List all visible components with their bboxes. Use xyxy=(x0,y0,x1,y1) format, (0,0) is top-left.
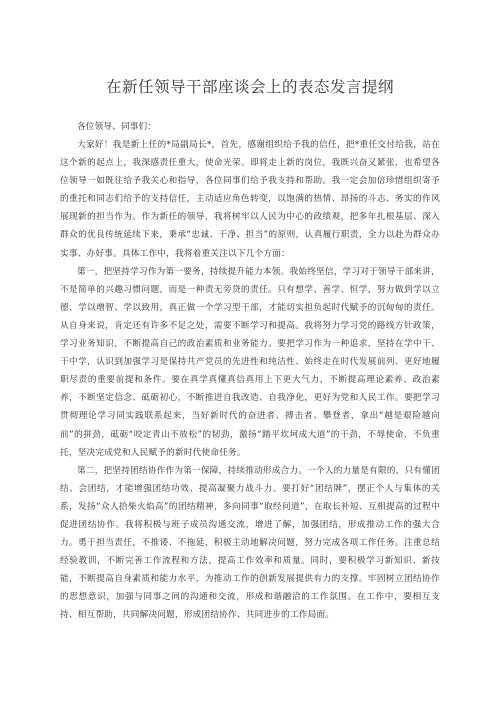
document-title: 在新任领导干部座谈会上的表态发言提纲 xyxy=(105,78,394,96)
paragraph-teamwork: 第二，把坚持团结协作作为第一保障，持续推动形成合力。一个人的力量是有限的，只有懂团结、会团结，才能增强团结功效、提高凝聚力战斗力。要打好“团结牌”，摆正个人与集体的关系，发扬“众人拾柴火焰高”的团结精神，多向同事“取经问道”，在取长补短、互相提高的过程中促进团结协作。我将积极与班子成员沟通交流，增进了解，加强团结，形成推动工作的强大合力。勇于担当责任，不推诿、不拖延，积极主动地解决问题，努力完成各项工作任务。注重总结经验教训，不断完善工作流程和方法，提高工作效率和质量。同时，要积极学习新知识、新技能，不断提高自身素质和能力水平，为推动工作的创新发展提供有力的支撑。牢固树立团结协作的思想意识，加强与同事之间的沟通和交流，形成和谐融洽的工作氛围。在工作中，要相互支持、相互帮助，共同解决问题，形成团结协作、共同进步的工作局面。 xyxy=(60,465,440,621)
paragraph-opening: 大家好！我是新上任的*局副局长*，首先，感谢组织给予我的信任，把*重任交付给我，站在这个新的起点上，我深感责任重大，使命光荣。即将走上新的岗位，我既兴奋又紧张，也希望各位领导一如既往给予我关心和指导，各位同事们给予我支持和帮助。我一定会加倍珍惜组织寄予的重托和同志们给予的支持信任，主动适应角色转变，以饱满的热情、昂扬的斗志、务实的作风展现新的担当作为。作为新任的领导，我将树牢以人民为中心的政绩观，把多年扎根基层、深入群众的优良传统延续下来，秉承“忠诚、干净、担当”的原则，认真履行职责，全力以赴为群众办实事、办好事。具体工作中，我将着重关注以下几个方面： xyxy=(60,140,440,259)
paragraph-learning: 第一，把坚持学习作为第一要务，持续提升能力本领。我始终坚信，学习对于领导干部来讲，不是简单的兴趣习惯问题，而是一种责无旁贷的责任。只有想学、善学、恒学，努力做到学以立德、学以增智、学以致用，真正做一个学习型干部，才能切实担负起时代赋予的沉甸甸的责任。从自身来说，肯定还有许多不足之处，需要不断学习和提高。我将努力学习党的路线方针政策，学习业务知识，不断提高自己的政治素质和业务能力。要把学习作为一种追求，坚持在学中干、干中学，认识到加强学习是保持共产党员的先进性和纯洁性、始终走在时代发展前列、更好地履职尽责的重要前提和条件。要在真学真懂真信真用上下更大气力，不断提高理论素养、政治素养，不断坚定信念、砥砺初心，不断推进自我改造、自我净化，更好为党和人民工作。要把学习贯彻理论学习同实践联系起来，当好新时代的奋进者、搏击者、攀登者，拿出“越是艰险越向前”的拼劲，砥砺“咬定青山不放松”的韧劲，激扬“踏平坎坷成大道”的干劲，不辱使命、不负重托，坚决完成党和人民赋予的新时代使命任务。 xyxy=(60,266,440,458)
salutation: 各位领导、同事们： xyxy=(77,122,157,132)
